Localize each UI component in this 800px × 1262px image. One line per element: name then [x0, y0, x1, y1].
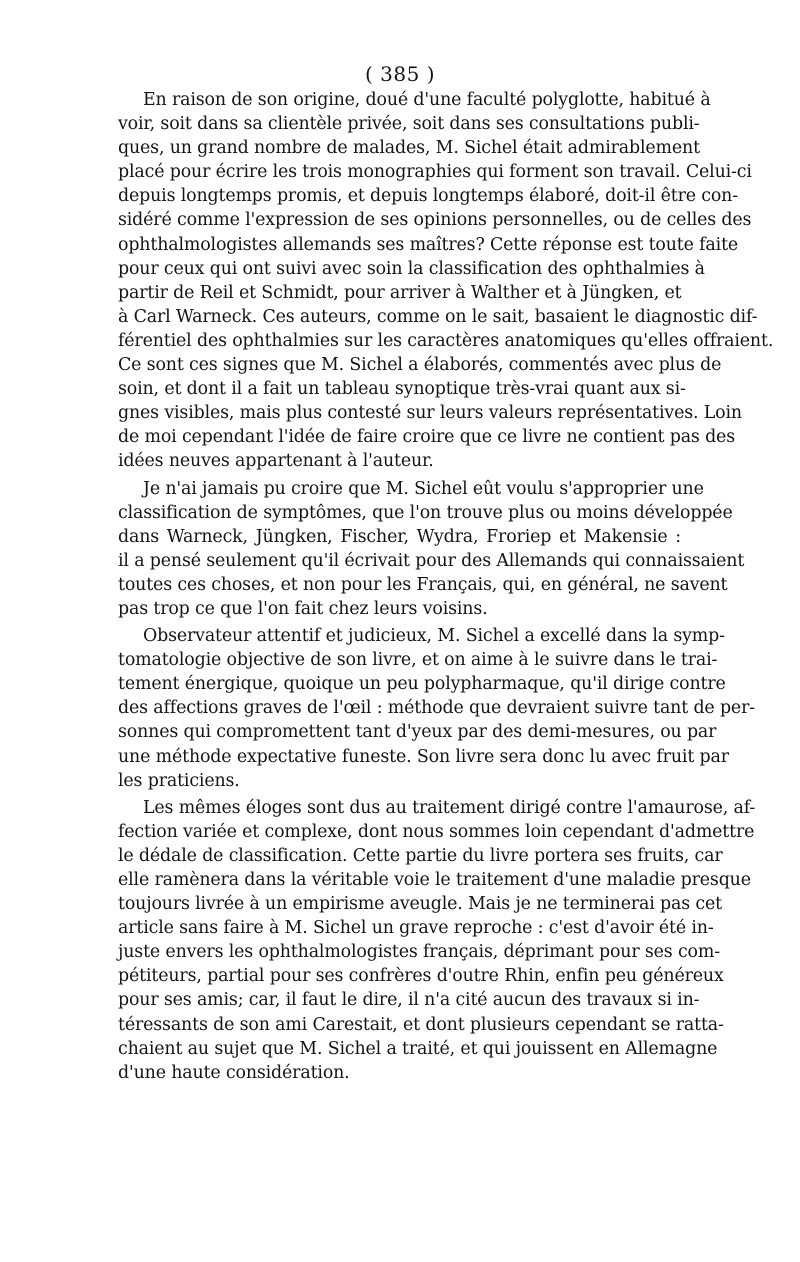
text-line: pas trop ce que l'on fait chez leurs voisins.: [118, 598, 488, 619]
text-line: idées neuves appartenant à l'auteur.: [118, 451, 434, 472]
text-line: férentiel des ophthalmies sur les caractères anatomiques qu'elles offraient.: [118, 330, 774, 351]
text-line: une méthode expectative funeste. Son livre sera donc lu avec fruit par: [118, 746, 729, 767]
text-line: ques, un grand nombre de malades, M. Sichel était admirablement: [118, 138, 700, 159]
text-line: toujours livrée à un empirisme aveugle. Mais je ne terminerai pas cet: [118, 894, 722, 915]
paragraph: [118, 624, 755, 793]
text-line: voir, soit dans sa clientèle privée, soit dans ses consultations publi-: [118, 114, 700, 135]
text-line: pour ses amis; car, il faut le dire, il n'a cité aucun des travaux si in-: [118, 990, 700, 1011]
text-line: toutes ces choses, et non pour les Français, qui, en général, ne savent: [118, 574, 728, 595]
text-line: classification de symptômes, que l'on trouve plus ou moins développée: [118, 502, 733, 523]
paragraph: [118, 477, 745, 622]
text-line: gnes visibles, mais plus contesté sur leurs valeurs représentatives. Loin: [118, 403, 742, 424]
text-line: partir de Reil et Schmidt, pour arriver à Walther et à Jüngken, et: [118, 282, 682, 303]
text-line: ophthalmologistes allemands ses maîtres? Cette réponse est toute faite: [118, 234, 739, 255]
text-line: dans Warneck, Jüngken, Fischer, Wydra, Froriep et Makensie :: [118, 526, 681, 547]
text-line: Observateur attentif et judicieux, M. Sichel a excellé dans la symp-: [143, 626, 725, 647]
text-line: chaient au sujet que M. Sichel a traité, et qui jouissent en Allemagne: [118, 1038, 718, 1059]
text-line: placé pour écrire les trois monographies qui forment son travail. Celui-ci: [118, 162, 752, 183]
text-line: de moi cependant l'idée de faire croire que ce livre ne contient pas des: [118, 427, 735, 448]
text-line: téressants de son ami Carestait, et dont plusieurs cependant se ratta-: [118, 1014, 724, 1035]
text-line: elle ramènera dans la véritable voie le traitement d'une maladie presque: [118, 870, 751, 890]
text-line: le dédale de classification. Cette partie du livre portera ses fruits, car: [118, 845, 723, 866]
text-line: à Carl Warneck. Ces auteurs, comme on le sait, basaient le diagnostic dif-: [118, 306, 758, 327]
text-line: des affections graves de l'œil : méthode que devraient suivre tant de per-: [118, 698, 755, 719]
text-line: tomatologie objective de son livre, et on aime à le suivre dans le trai-: [118, 650, 718, 671]
text-line: il a pensé seulement qu'il écrivait pour des Allemands qui connaissaient: [118, 550, 745, 571]
text-line: soin, et dont il a fait un tableau synoptique très-vrai quant aux si-: [118, 379, 686, 400]
page-number: ( 385 ): [365, 62, 435, 86]
text-line: pétiteurs, partial pour ses confrères d'outre Rhin, enfin peu généreux: [118, 966, 724, 987]
text-line: depuis longtemps promis, et depuis longtemps élaboré, doit-il être con-: [118, 186, 738, 207]
paragraph: [118, 796, 756, 1085]
text-line: pour ceux qui ont suivi avec soin la classification des ophthalmies à: [118, 258, 705, 279]
text-line: sidéré comme l'expression de ses opinions personnelles, ou de celles des: [118, 210, 752, 231]
body-text: [118, 88, 774, 1085]
text-line: En raison de son origine, doué d'une faculté polyglotte, habitué à: [143, 90, 711, 110]
text-line: Les mêmes éloges sont dus au traitement dirigé contre l'amaurose, af-: [143, 797, 756, 818]
text-line: tement énergique, quoique un peu polypharmaque, qu'il dirige contre: [118, 674, 726, 695]
text-line: Ce sont ces signes que M. Sichel a élaborés, commentés avec plus de: [118, 355, 722, 376]
paragraph: [118, 88, 774, 474]
text-line: d'une haute considération.: [118, 1062, 350, 1083]
text-line: Je n'ai jamais pu croire que M. Sichel eût voulu s'approprier une: [143, 478, 704, 499]
text-line: les praticiens.: [118, 770, 240, 791]
text-line: article sans faire à M. Sichel un grave reproche : c'est d'avoir été in-: [118, 918, 714, 939]
text-line: sonnes qui compromettent tant d'yeux par des demi-mesures, ou par: [118, 722, 717, 743]
text-line: fection variée et complexe, dont nous sommes loin cependant d'admettre: [118, 821, 755, 842]
text-line: juste envers les ophthalmologistes français, déprimant pour ses com-: [118, 942, 720, 963]
